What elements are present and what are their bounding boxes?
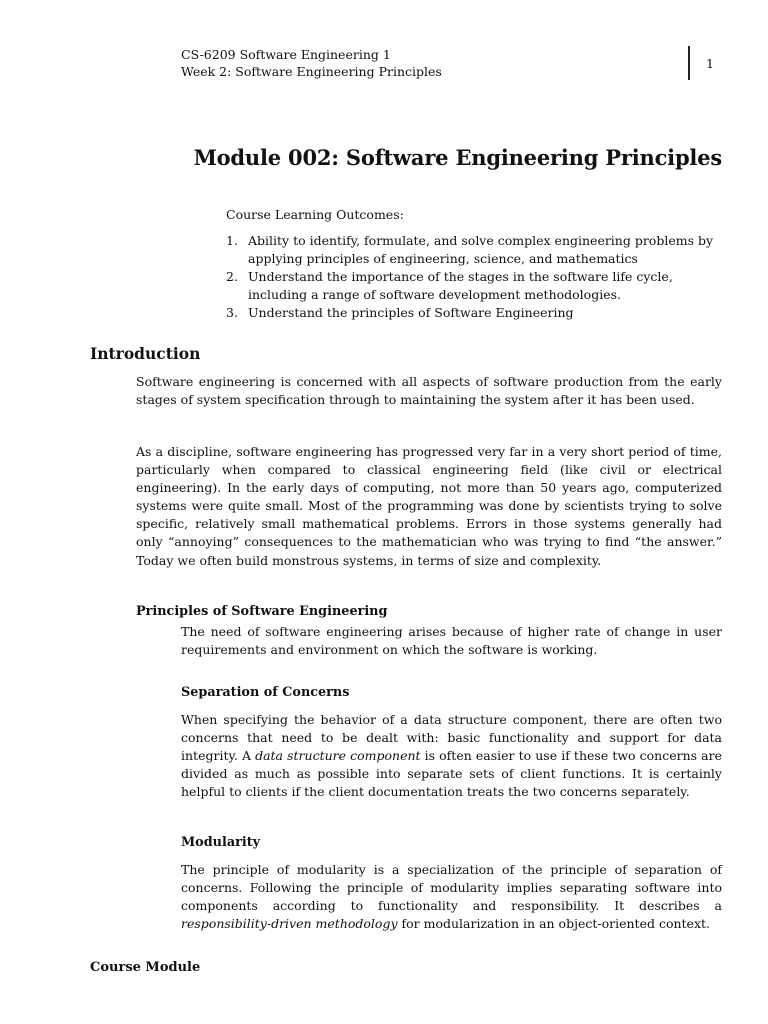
- page-number: 1: [706, 56, 714, 71]
- outcome-text: Understand the importance of the stages in the software life cycle, including a range of software development methodologies.: [248, 269, 673, 302]
- outcome-number: 1.: [226, 233, 238, 248]
- separation-text-before: When specifying the behavior of a data structure component, there are often two concerns that need to be dealt with: basic functionality and support for data integrity. A: [181, 712, 722, 764]
- modularity-text-after: for modularization in an object-oriented context.: [397, 916, 710, 932]
- outcome-item: [226, 268, 726, 304]
- outcomes-heading: Course Learning Outcomes:: [226, 207, 404, 222]
- page-title: Module 002: Software Engineering Principles: [193, 145, 722, 170]
- header-divider: [688, 46, 690, 80]
- outcome-text: Ability to identify, formulate, and solve complex engineering problems by applying principles of engineering, science, and mathematics: [248, 233, 714, 266]
- introduction-paragraph-1: Software engineering is concerned with all aspects of software production from the early stages of system specification through to maintaining the system after it has been used.: [136, 374, 722, 408]
- modularity-emphasis: responsibility-driven methodology: [181, 916, 398, 932]
- outcome-item: [226, 304, 726, 322]
- introduction-heading: Introduction: [90, 344, 201, 363]
- header-course: CS-6209 Software Engineering 1: [181, 47, 391, 62]
- separation-emphasis: data structure component: [255, 748, 421, 764]
- outcomes-list: [226, 232, 726, 322]
- header-week: Week 2: Software Engineering Principles: [181, 64, 442, 79]
- separation-paragraph: [181, 711, 722, 801]
- footer-course-module: Course Module: [90, 960, 201, 975]
- principles-heading: Principles of Software Engineering: [136, 604, 388, 619]
- outcome-number: 3.: [226, 305, 238, 320]
- outcome-text: Understand the principles of Software Engineering: [248, 305, 574, 320]
- outcome-item: [226, 232, 726, 268]
- modularity-paragraph: [181, 861, 722, 933]
- outcome-number: 2.: [226, 269, 238, 284]
- separation-heading: Separation of Concerns: [181, 685, 350, 700]
- introduction-paragraph-2: As a discipline, software engineering has progressed very far in a very short period of time, particularly when compared to classical engineering field (like civil or electrical engineering). In the early days of computing, not more than 50 years ago, computerized systems were quite small. Most of the programming was done by scientists trying to solve specific, relatively small mathematical problems. Errors in those systems generally had only “annoying” consequences to the mathematician who was trying to find “the answer.” Today we often build monstrous systems, in terms of size and complexity.: [136, 444, 722, 568]
- separation-text-after: is often easier to use if these two concerns are divided as much as possible into separate sets of client functions. It is certainly helpful to clients if the client documentation treats the two concerns separately.: [181, 748, 722, 800]
- modularity-text-before: The principle of modularity is a specialization of the principle of separation of concerns. Following the principle of modularity implies separating software into components according to functionality and responsibility. It describes a: [181, 862, 722, 914]
- modularity-heading: Modularity: [181, 835, 261, 850]
- principles-paragraph: The need of software engineering arises because of higher rate of change in user requirements and environment on which the software is working.: [181, 624, 722, 658]
